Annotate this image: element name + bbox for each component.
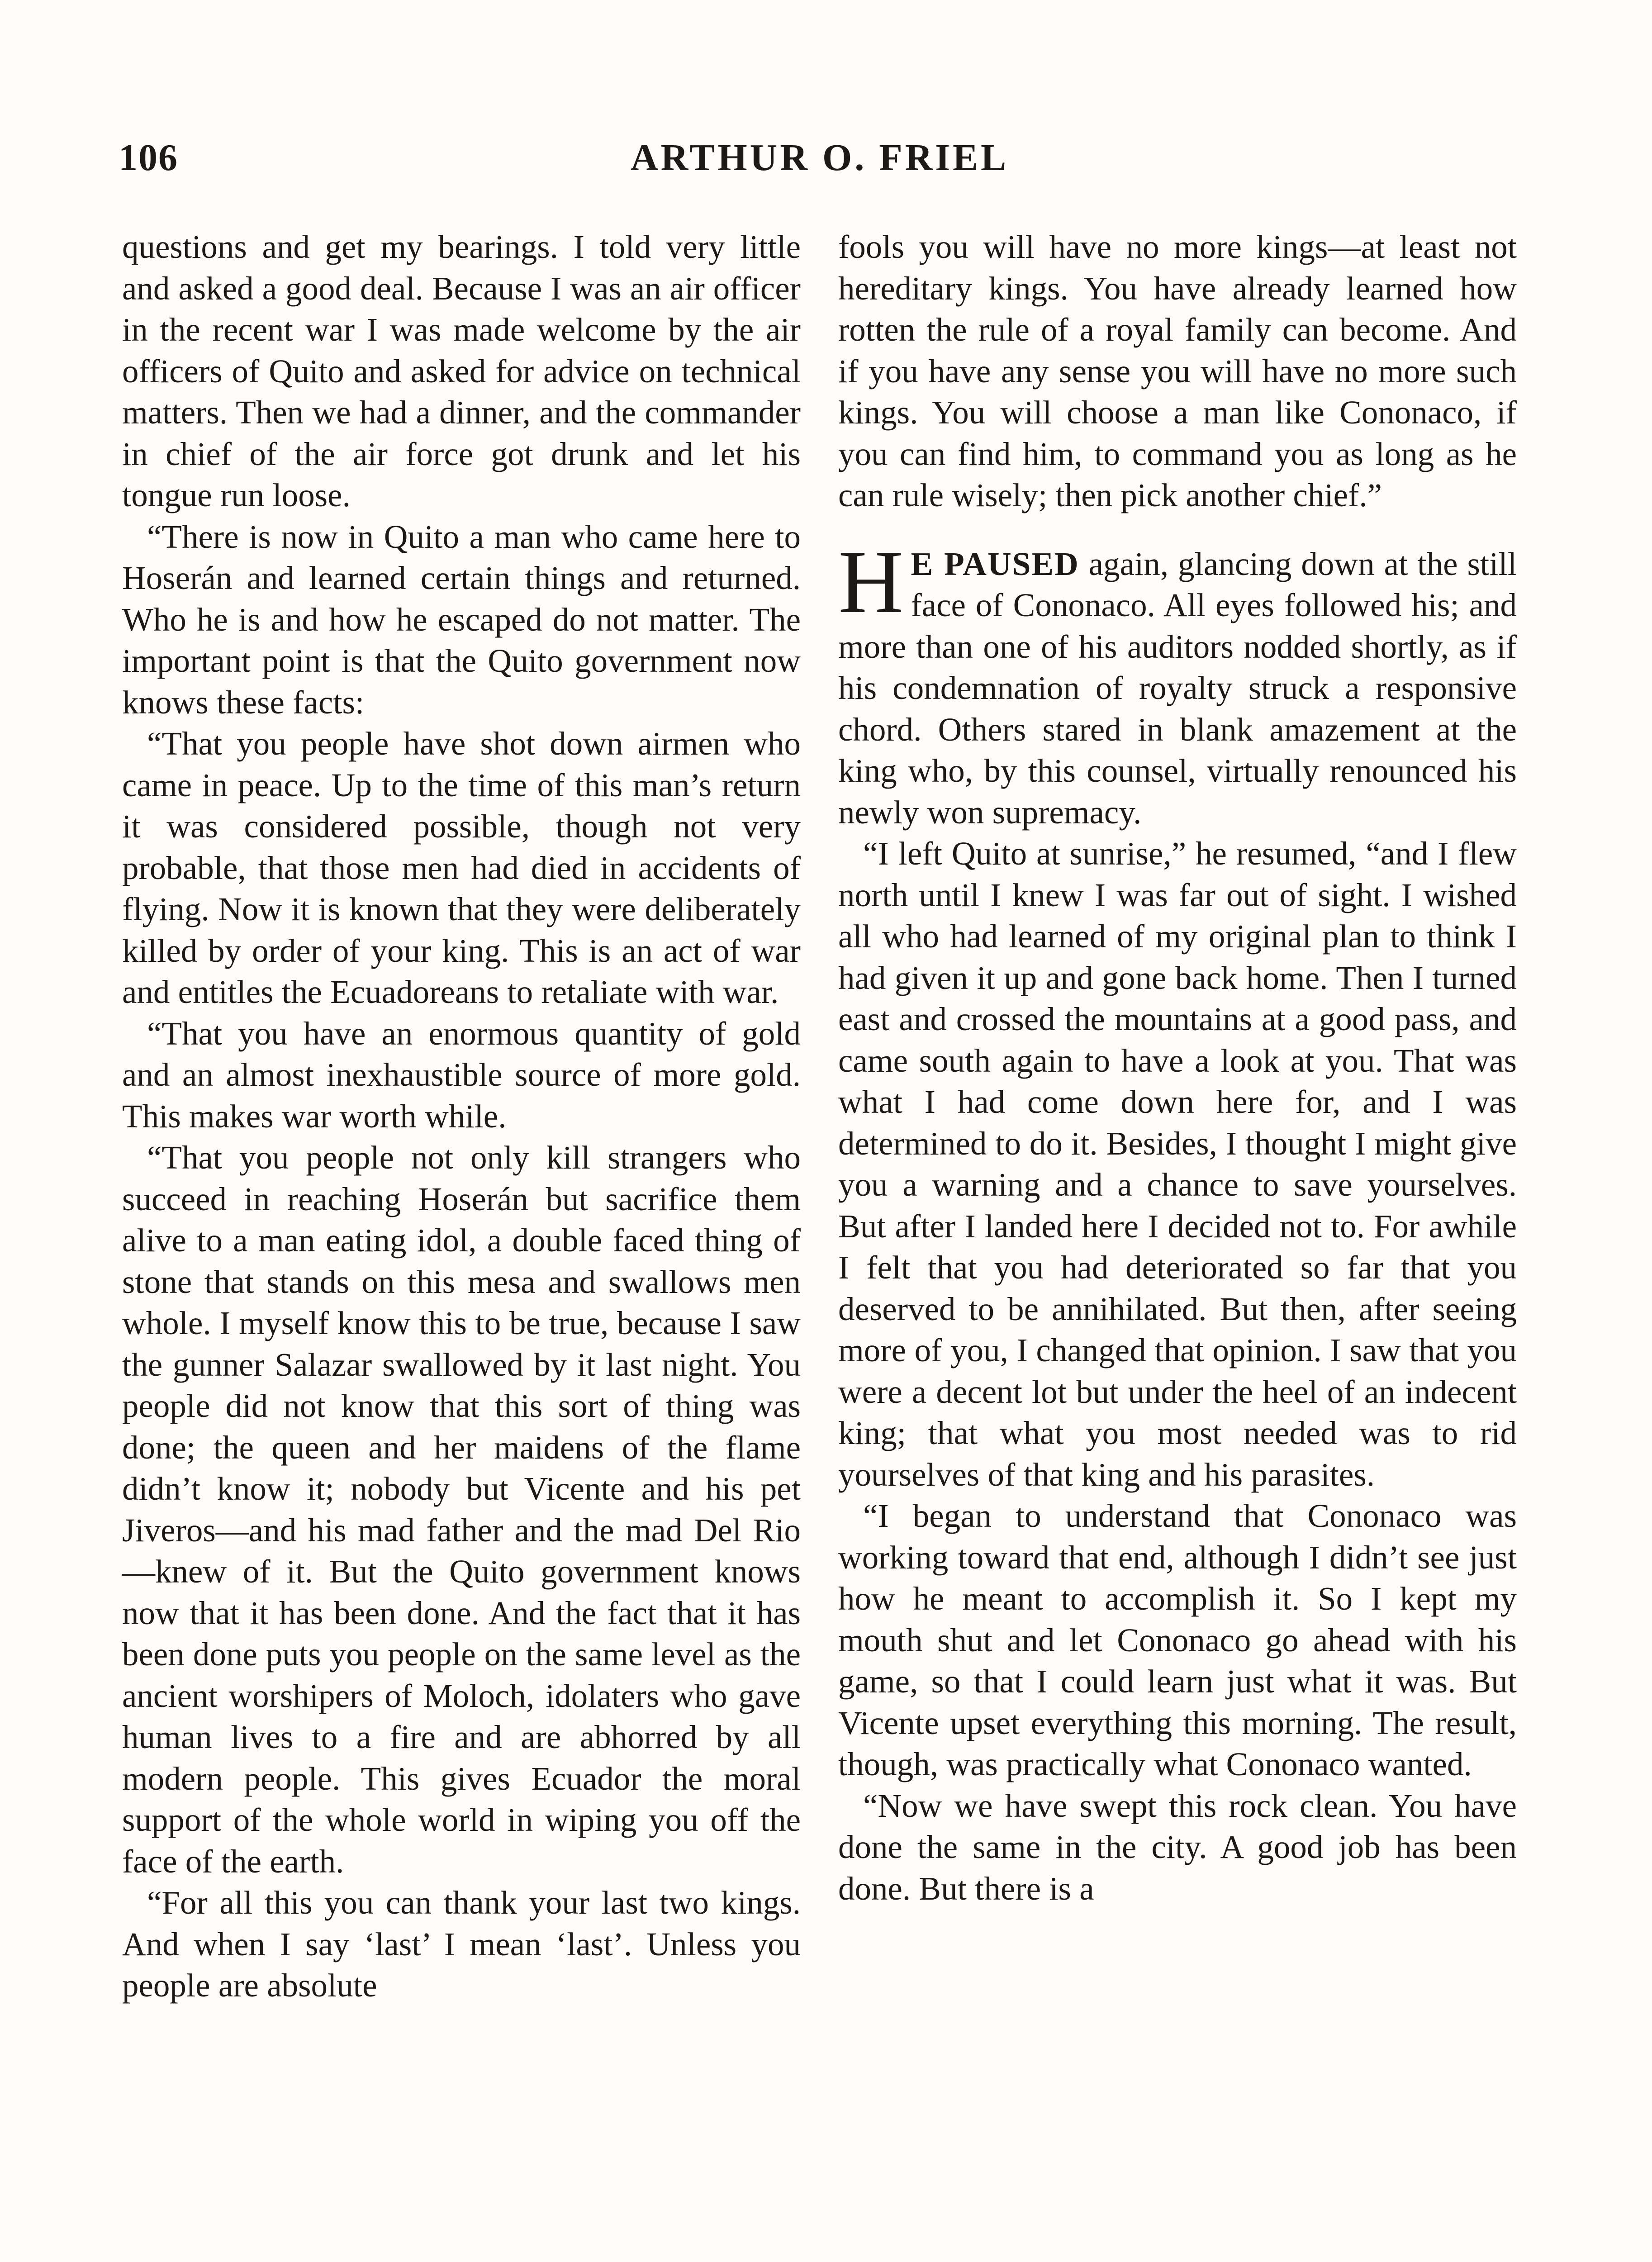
page-header: [119, 136, 1521, 190]
paragraph: “That you have an enormous quantity of gold and an almost inexhaustible source of more gold. This makes war worth while.: [122, 1015, 801, 1135]
paragraph: “Now we have swept this rock clean. You have done the same in the city. A good job has been done. But there is a: [838, 1787, 1517, 1907]
drop-cap: H: [838, 532, 904, 632]
running-head: ARTHUR O. FRIEL: [630, 137, 1009, 179]
paragraph: “That you people have shot down airmen who came in peace. Up to the time of this man’s return it was considered possible, though not very probable, that those men had died in accidents of flying. Now it is known that they were deliberately killed by order of your king. This is an act of war and entitles the Ecuadoreans to retaliate with war.: [122, 725, 801, 1010]
section-text: again, glancing down at the still face of Cononaco. All eyes followed his; and more than one of his auditors nodded shortly, as if his condemnation of royalty struck a responsive chord. Others stared in blank amazement at the king who, by this counsel, virtually renounced his newly won supremacy.: [838, 545, 1517, 831]
right-column: [838, 226, 1517, 1909]
left-column: [122, 226, 801, 2006]
paragraph: “I left Quito at sunrise,” he resumed, “and I flew north until I knew I was far out of sight. I wished all who had learned of my original plan to think I had given it up and gone back home. Then I turned east and crossed the mountains at a good pass, and came south again to have a look at you. That was what I had come down here for, and I was determined to do it. Besides, I thought I might give you a warning and a chance to save yourselves. But after I landed here I decided not to. For awhile I felt that you had deteriorated so far that you deserved to be annihilated. But then, after seeing more of you, I changed that opinion. I saw that you were a decent lot but under the heel of an indecent king; that what you most needed was to rid yourselves of that king and his parasites.: [838, 835, 1517, 1493]
paragraph: “I began to understand that Cononaco was working toward that end, although I didn’t see just how he meant to accomplish it. So I kept my mouth shut and let Cononaco go ahead with his game, so that I could learn just what it was. But Vicente upset everything this morning. The result, though, was practically what Cononaco wanted.: [838, 1497, 1517, 1782]
page-number: 106: [119, 137, 178, 179]
paragraph: fools you will have no more kings—at least not hereditary kings. You have already learned how rotten the rule of a royal family can become. And if you have any sense you will have no more such kings. You will choose a man like Cononaco, if you can find him, to command you as long as he can rule wisely; then pick another chief.”: [838, 228, 1517, 513]
lead-words: E PAUSED: [911, 545, 1079, 582]
paragraph: “That you people not only kill strangers who succeed in reaching Hoserán but sacrifice them alive to a man eating idol, a double faced thing of stone that stands on this mesa and swallows men whole. I myself know this to be true, because I saw the gunner Salazar swallowed by it last night. You people did not know that this sort of thing was done; the queen and her maidens of the flame didn’t know it; nobody but Vicente and his pet Jiveros—and his mad father and the mad Del Rio—knew of it. But the Quito government knows now that it has been done. And the fact that it has been done puts you people on the same level as the ancient worshipers of Moloch, idolaters who gave human lives to a fire and are abhorred by all modern people. This gives Ecuador the moral support of the whole world in wiping you off the face of the earth.: [122, 1139, 801, 1880]
section-opening-paragraph: [838, 532, 1517, 833]
paragraph: “For all this you can thank your last two kings. And when I say ‘last’ I mean ‘last’. Unless you people are absolute: [122, 1884, 801, 2004]
paragraph: “There is now in Quito a man who came here to Hoserán and learned certain things and returned. Who he is and how he escaped do not matter. The important point is that the Quito government now knows these facts:: [122, 518, 801, 721]
paragraph: questions and get my bearings. I told very little and asked a good deal. Because I was an air officer in the recent war I was made welcome by the air officers of Quito and asked for advice on technical matters. Then we had a dinner, and the commander in chief of the air force got drunk and let his tongue run loose.: [122, 228, 801, 513]
